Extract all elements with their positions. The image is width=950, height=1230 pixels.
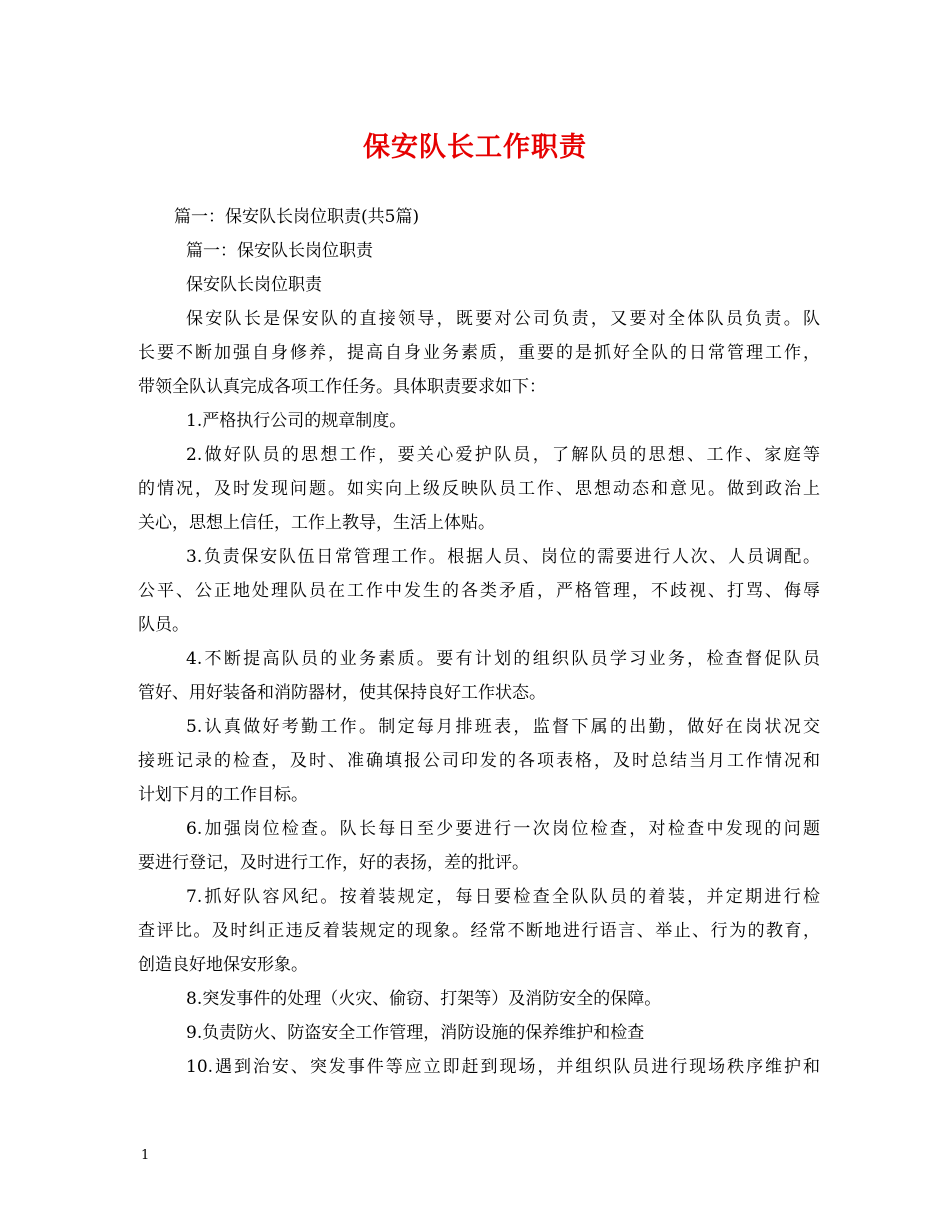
text-line: 6.加强岗位检查。队长每日至少要进行一次岗位检查，对检查中发现的问题 [186,819,820,839]
text-line: 5.认真做好考勤工作。制定每月排班表，监督下属的出勤，做好在岗状况交 [186,717,820,737]
text-line: 2.做好队员的思想工作，要关心爱护队员，了解队员的思想、工作、家庭等 [186,445,820,465]
text-line: 带领全队认真完成各项工作任务。具体职责要求如下： [138,377,546,397]
page-number: 1 [141,1148,150,1163]
text-line: 3.负责保安队伍日常管理工作。根据人员、岗位的需要进行人次、人员调配。 [186,547,820,567]
text-line: 8.突发事件的处理（火灾、偷窃、打架等）及消防安全的保障。 [186,989,662,1009]
text-line: 长要不断加强自身修养，提高自身业务素质，重要的是抓好全队的日常管理工作， [138,343,820,363]
text-line: 查评比。及时纠正违反着装规定的现象。经常不断地进行语言、举止、行为的教育， [138,921,820,941]
text-line: 接班记录的检查，及时、准确填报公司印发的各项表格，及时总结当月工作情况和 [138,751,820,771]
text-line: 要进行登记，及时进行工作，好的表扬，差的批评。 [138,853,529,873]
text-line: 篇一：保安队长岗位职责(共5篇) [174,207,420,227]
text-line: 7.抓好队容风纪。按着装规定，每日要检查全队队员的着装，并定期进行检 [186,887,820,907]
text-line: 9.负责防火、防盗安全工作管理，消防设施的保养维护和检查 [186,1023,645,1043]
text-line: 篇一：保安队长岗位职责 [186,241,373,261]
document-title: 保安队长工作职责 [363,132,587,163]
text-line: 1.严格执行公司的规章制度。 [186,411,407,431]
text-line: 创造良好地保安形象。 [138,955,308,975]
text-line: 保安队长是保安队的直接领导，既要对公司负责，又要对全体队员负责。队 [186,309,820,329]
text-line: 的情况，及时发现问题。如实向上级反映队员工作、思想动态和意见。做到政治上 [138,479,820,499]
text-line: 计划下月的工作目标。 [138,785,308,805]
text-line: 10.遇到治安、突发事件等应立即赶到现场，并组织队员进行现场秩序维护和 [186,1057,820,1077]
text-line: 保安队长岗位职责 [186,275,322,295]
text-line: 公平、公正地处理队员在工作中发生的各类矛盾，严格管理，不歧视、打骂、侮辱 [138,581,820,601]
text-line: 队员。 [138,615,189,635]
document-body [138,200,820,1084]
text-line: 4.不断提高队员的业务素质。要有计划的组织队员学习业务，检查督促队员 [186,649,820,669]
text-line: 管好、用好装备和消防器材，使其保持良好工作状态。 [138,683,546,703]
text-line: 关心，思想上信任，工作上教导，生活上体贴。 [138,513,495,533]
